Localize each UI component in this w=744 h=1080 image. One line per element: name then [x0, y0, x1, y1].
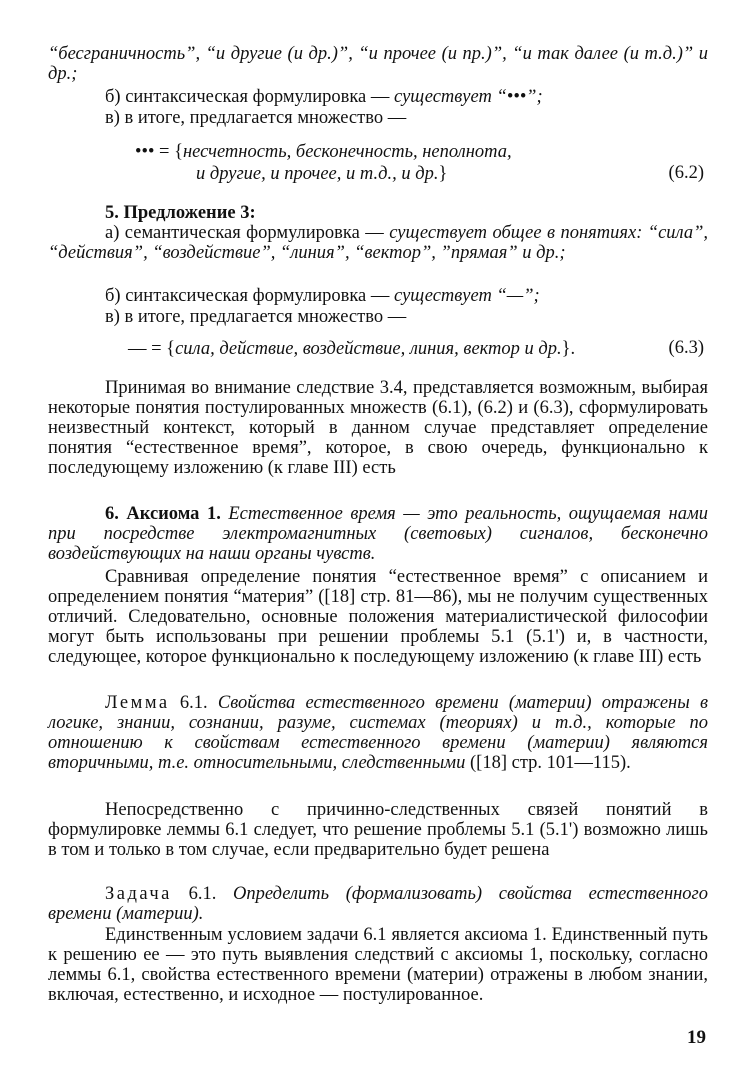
lemma-reference: ([18] стр. 101—115).: [470, 753, 631, 773]
axiom-text: Естественное время — это реальность, ощущаемая нами при посредстве электромагнитных (световых) сигналов, бесконечно воздействующих на наши органы чувств.: [48, 504, 709, 564]
lemma-6-1: [48, 693, 708, 773]
item-b2-label: б) синтаксическая формулировка —: [105, 286, 390, 306]
task-text: Определить (формализовать) свойства естественного времени (материи).: [48, 884, 709, 924]
equation-number-6-3: (6.3): [668, 338, 704, 358]
section-5-title: 5. Предложение 3:: [105, 203, 256, 223]
lemma-label: Лемма: [105, 693, 170, 713]
task-label: Задача: [105, 884, 172, 904]
axiom-label: 6. Аксиома 1.: [105, 504, 221, 524]
item-b-syntax-2: [105, 286, 705, 306]
item-a-semantic: [48, 223, 708, 263]
item-b-label: б) синтаксическая формулировка —: [105, 87, 390, 107]
paragraph-context: Принимая во внимание следствие 3.4, представляется возможным, выбирая некоторые понятия постулированных множеств (6.1), (6.2) и (6.3), сформулировать неизвестный контекст, который в данном случае представляет определение понятия “естественное время”, которое, в свою очередь, функционально к последующему изложению (к главе III) есть: [48, 378, 708, 478]
lemma-number: 6.1.: [179, 693, 208, 713]
paragraph-comparison: Сравнивая определение понятия “естественное время” с описанием и определением понятия “материя” ([18] стр. 81—86), мы не получим существенных отличий. Следовательно, основные положения материалистической философии могут быть использованы при решении проблемы 5.1 (5.1') и, в частности, следующее, которое функционально к последующему изложению (к главе III) есть: [48, 567, 708, 667]
formula-6-3-close: }.: [561, 339, 576, 359]
item-a-label: а) семантическая формулировка —: [105, 223, 384, 243]
item-b-syntax: [105, 87, 705, 107]
item-a-italic: существует общее в понятиях: “сила”, “действия”, “воздействие”, “линия”, “вектор”, ”прямая” и др.;: [48, 223, 708, 263]
formula-6-3-body: сила, действие, воздействие, линия, вектор и др.: [175, 339, 562, 359]
task-number: 6.1.: [188, 884, 217, 904]
item-b-italic: существует “•••”;: [394, 87, 543, 107]
formula-6-2-line2: и другие, и прочее, и т.д., и др.: [196, 164, 439, 184]
formula-6-2-lhs: ••• = {: [135, 142, 183, 162]
formula-6-3-lhs: — = {: [128, 339, 176, 359]
formula-6-2-cont: [196, 163, 447, 185]
task-6-1: [48, 884, 708, 924]
continuation-line: “бесграничность”, “и другие (и др.)”, “и прочее (и пр.)”, “и так далее (и т.д.)” и др.;: [48, 44, 708, 84]
item-v-result-2: в) в итоге, предлагается множество —: [105, 307, 407, 327]
paragraph-condition: Единственным условием задачи 6.1 является аксиома 1. Единственный путь к решению ее — это путь выявления следствий с аксиомы 1, поскольку, согласно леммы 6.1, свойства естественного времени (материи) отражены в любом знании, включая, естественно, и исходное — постулированное.: [48, 925, 708, 1005]
formula-6-3: [128, 338, 575, 360]
paragraph-consequence: Непосредственно с причинно-следственных связей понятий в формулировке леммы 6.1 следует, что решение проблемы 5.1 (5.1') возможно лишь в том и только в том случае, если предварительно будет решена: [48, 800, 708, 860]
formula-6-2: [135, 141, 512, 163]
item-b2-italic: существует “—”;: [394, 286, 540, 306]
page-number: 19: [687, 1027, 706, 1048]
formula-6-2-close: }: [438, 164, 448, 184]
formula-6-2-line1: несчетность, бесконечность, неполнота,: [183, 142, 512, 162]
lemma-text: Свойства естественного времени (материи) отражены в логике, знании, сознании, разуме, системах (теориях) и т.д., которые по отношению к свойствам естественного времени (материи) являются вторичными, т.е. относительными, следственными: [48, 693, 709, 773]
axiom-1: [48, 504, 708, 564]
equation-number-6-2: (6.2): [668, 163, 704, 183]
item-v-result: в) в итоге, предлагается множество —: [105, 108, 407, 128]
